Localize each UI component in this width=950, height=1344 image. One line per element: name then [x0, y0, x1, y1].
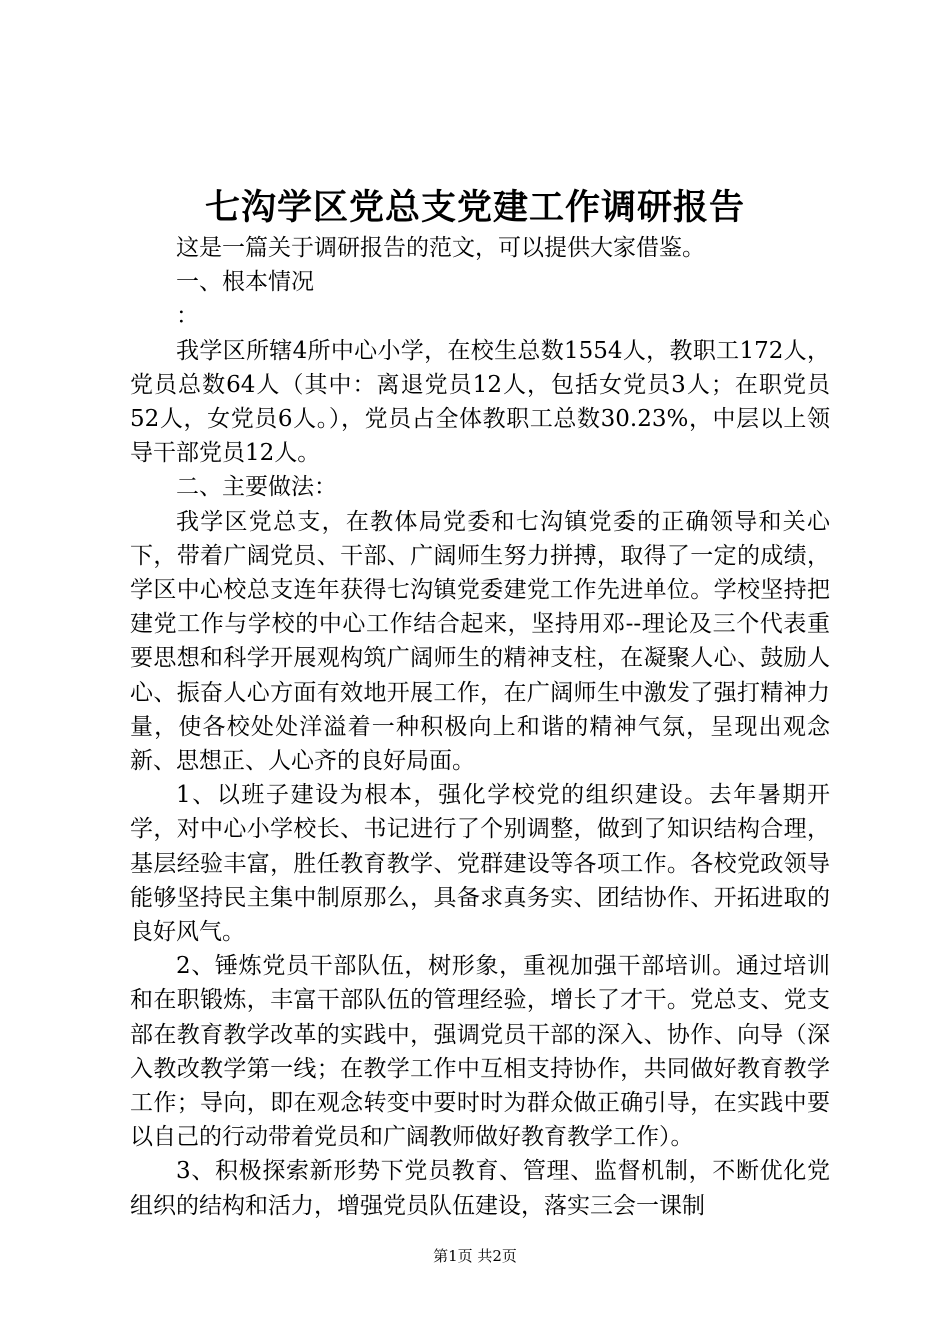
practice-item-1: 1、以班子建设为根本，强化学校党的组织建设。去年暑期开学，对中心小学校长、书记进行了个别调整，做到了知识结构合理，基层经验丰富，胜任教育教学、党群建设等各项工作。各校党政领导能够坚持民主集中制原那么，具备求真务实、团结协作、开拓进取的良好风气。 — [130, 782, 830, 946]
document-body — [130, 231, 830, 1223]
practice-item-3: 3、积极探索新形势下党员教育、管理、监督机制，不断优化党组织的结构和活力，增强党员队伍建设，落实三会一课制 — [130, 1158, 830, 1219]
colon-line: ： — [176, 303, 199, 330]
practice-item-2: 2、锤炼党员干部队伍，树形象，重视加强干部培训。通过培训和在职锻炼，丰富干部队伍的管理经验，增长了才干。党总支、党支部在教育教学改革的实践中，强调党员干部的深入、协作、向导（深入教改教学第一线；在教学工作中互相支持协作，共同做好教育教学工作；导向，即在观念转变中要时时为群众做正确引导，在实践中要以自己的行动带着党员和广阔教师做好教育教学工作）。 — [130, 953, 830, 1151]
intro-paragraph: 这是一篇关于调研报告的范文，可以提供大家借鉴。 — [176, 235, 705, 261]
document-title: 七沟学区党总支党建工作调研报告 — [204, 187, 745, 228]
basic-situation-paragraph: 我学区所辖4所中心小学，在校生总数1554人，教职工172人，党员总数64人（其中：离退党员12人，包括女党员3人；在职党员52人，女党员6人。），党员占全体教职工总数30.23%，中层以上领导干部党员12人。 — [130, 337, 830, 467]
main-practices-paragraph: 我学区党总支，在教体局党委和七沟镇党委的正确领导和关心下，带着广阔党员、干部、广阔师生努力拼搏，取得了一定的成绩，学区中心校总支连年获得七沟镇党委建党工作先进单位。学校坚持把建党工作与学校的中心工作结合起来，坚持用邓--理论及三个代表重要思想和科学开展观构筑广阔师生的精神支柱，在凝聚人心、鼓励人心、振奋人心方面有效地开展工作，在广阔师生中激发了强打精神力量，使各校处处洋溢着一种积极向上和谐的精神气氛，呈现出观念新、思想正、人心齐的良好局面。 — [130, 508, 830, 775]
page-footer: 第1页 共2页 — [433, 1247, 517, 1265]
section-heading-basic-situation: 一、根本情况 — [176, 269, 314, 296]
section-heading-main-practices: 二、主要做法： — [176, 474, 337, 501]
